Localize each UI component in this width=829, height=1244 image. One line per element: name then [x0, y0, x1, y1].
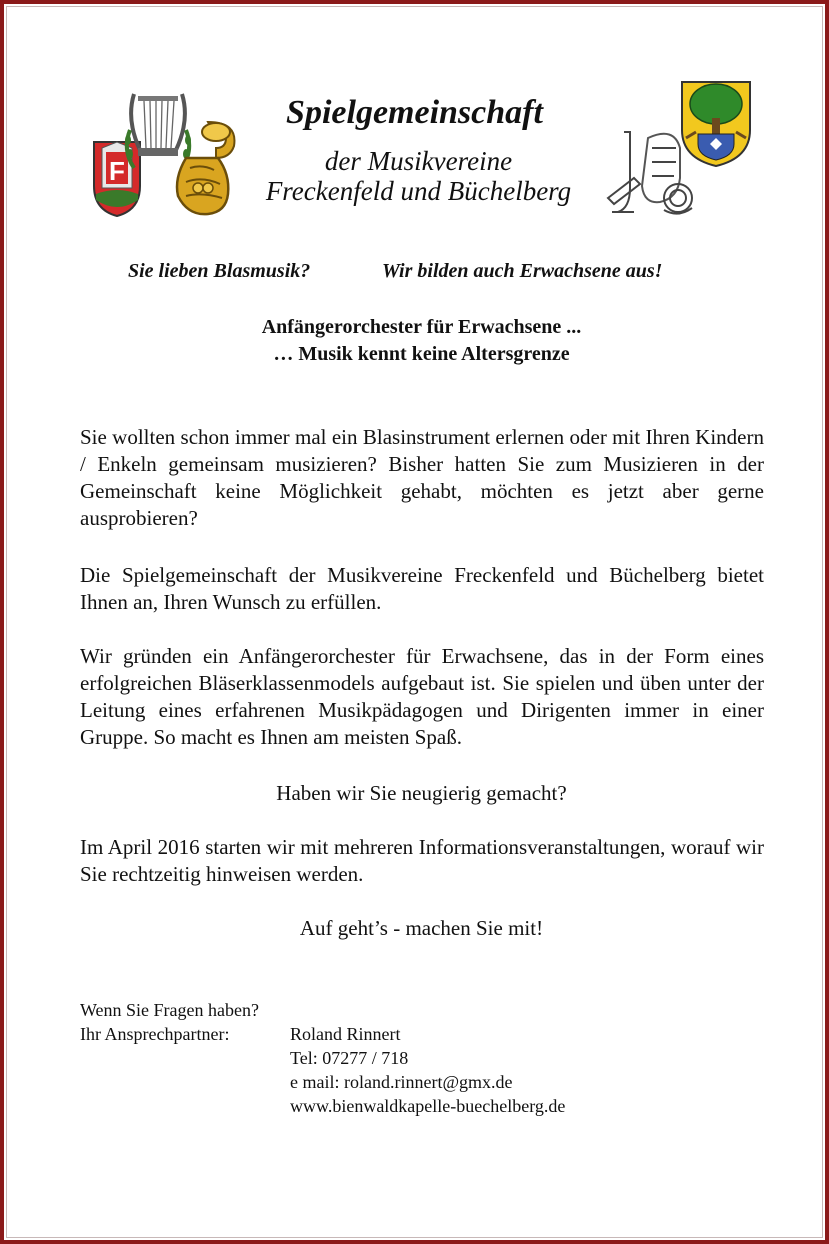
- body-paragraph-4: Im April 2016 starten wir mit mehreren Informationsveranstaltungen, worauf wir Sie rechtzeitig hinweisen werden.: [80, 835, 764, 886]
- body-paragraph-3: Wir gründen ein Anfängerorchester für Erwachsene, das in der Form eines erfolgreichen Bläserklassenmodels aufgebaut ist. Sie spielen und üben unter der Leitung eines erfahrenen Musikpädagogen und Dirigenten immer in einer Gruppe. So macht es Ihnen am meisten Spaß.: [80, 644, 764, 749]
- svg-text:F: F: [109, 156, 125, 186]
- contact-email: e mail: roland.rinnert@gmx.de: [290, 1072, 513, 1092]
- contact-name: Roland Rinnert: [290, 1024, 401, 1044]
- tagline-left: Sie lieben Blasmusik?: [128, 260, 311, 282]
- tagline-right: Wir bilden auch Erwachsene aus!: [382, 260, 663, 282]
- subtitle-line-2: Freckenfeld und Büchelberg: [265, 176, 572, 206]
- headline-line-2: … Musik kennt keine Altersgrenze: [273, 343, 570, 365]
- question-line: Haben wir Sie neugierig gemacht?: [276, 781, 567, 805]
- headline-line-1: Anfängerorchester für Erwachsene ...: [261, 316, 582, 338]
- contact-intro: Wenn Sie Fragen haben?: [80, 1000, 259, 1020]
- contact-label: Ihr Ansprechpartner:: [80, 1024, 230, 1044]
- body-paragraph-2: Die Spielgemeinschaft der Musikvereine Freckenfeld und Büchelberg bietet Ihnen an, Ihren Wunsch zu erfüllen.: [80, 563, 764, 614]
- body-paragraph-1: Sie wollten schon immer mal ein Blasinstrument erlernen oder mit Ihren Kindern / Enkeln gemeinsam musizieren? Bisher hatten Sie zum Musizieren in der Gemeinschaft keine Möglichkeit gehabt, möchten es jetzt aber gerne ausprobieren?: [80, 425, 764, 530]
- contact-website: www.bienwaldkapelle-buechelberg.de: [290, 1096, 566, 1116]
- page-title: Spielgemeinschaft: [286, 94, 543, 131]
- subtitle-line-1: der Musikvereine: [324, 146, 513, 176]
- contact-phone: Tel: 07277 / 718: [290, 1048, 409, 1068]
- call-to-action: Auf geht’s - machen Sie mit!: [299, 916, 544, 940]
